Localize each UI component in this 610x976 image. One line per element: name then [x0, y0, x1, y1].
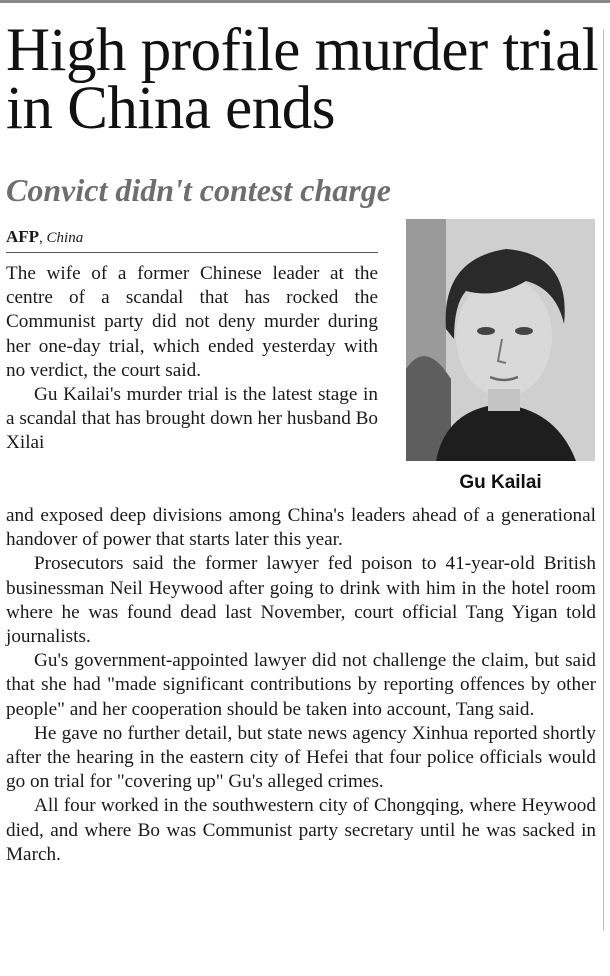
portrait-illustration [406, 219, 595, 461]
article-body-wide [6, 504, 596, 867]
headline: High profile murder trial in China ends [6, 17, 599, 142]
paragraph-2-end: and exposed deep divisions among China's leaders ahead of a generational handover of power that starts later this year. [6, 505, 596, 551]
top-rule [0, 0, 610, 3]
photo-caption: Gu Kailai [459, 472, 542, 493]
column-divider [603, 30, 604, 930]
subheadline: Convict didn't contest charge [6, 172, 391, 208]
portrait-photo [406, 219, 595, 461]
paragraph-3: Prosecutors said the former lawyer fed poison to 41-year-old British businessman Neil Heywood after going to drink with him in the hotel room where he was found dead last November, court official Tang Yigan told journalists. [6, 553, 596, 648]
paragraph-6: All four worked in the southwestern city of Chongqing, where Heywood died, and where Bo was Communist party secretary until he was sacked in March. [6, 795, 596, 865]
dateline: AFP, China [6, 224, 378, 253]
news-location: China [46, 230, 84, 246]
article-body-narrow [6, 262, 378, 456]
paragraph-5: He gave no further detail, but state news agency Xinhua reported shortly after the hearing in the eastern city of Hefei that four police officials would go on trial for "covering up" Gu's alleged crimes. [6, 722, 596, 793]
news-source: AFP [6, 227, 40, 246]
paragraph-4: Gu's government-appointed lawyer did not challenge the claim, but said that she had "made significant contributions by reporting offences by other people" and her cooperation should be taken into account, Tang said. [6, 650, 596, 720]
paragraph-2-start: Gu Kailai's murder trial is the latest stage in a scandal that has brought down her husband Bo Xilai [6, 384, 378, 454]
paragraph-1: The wife of a former Chinese leader at the centre of a scandal that has rocked the Communist party did not deny murder during her one-day trial, which ended yesterday with no verdict, the court said. [6, 263, 378, 381]
